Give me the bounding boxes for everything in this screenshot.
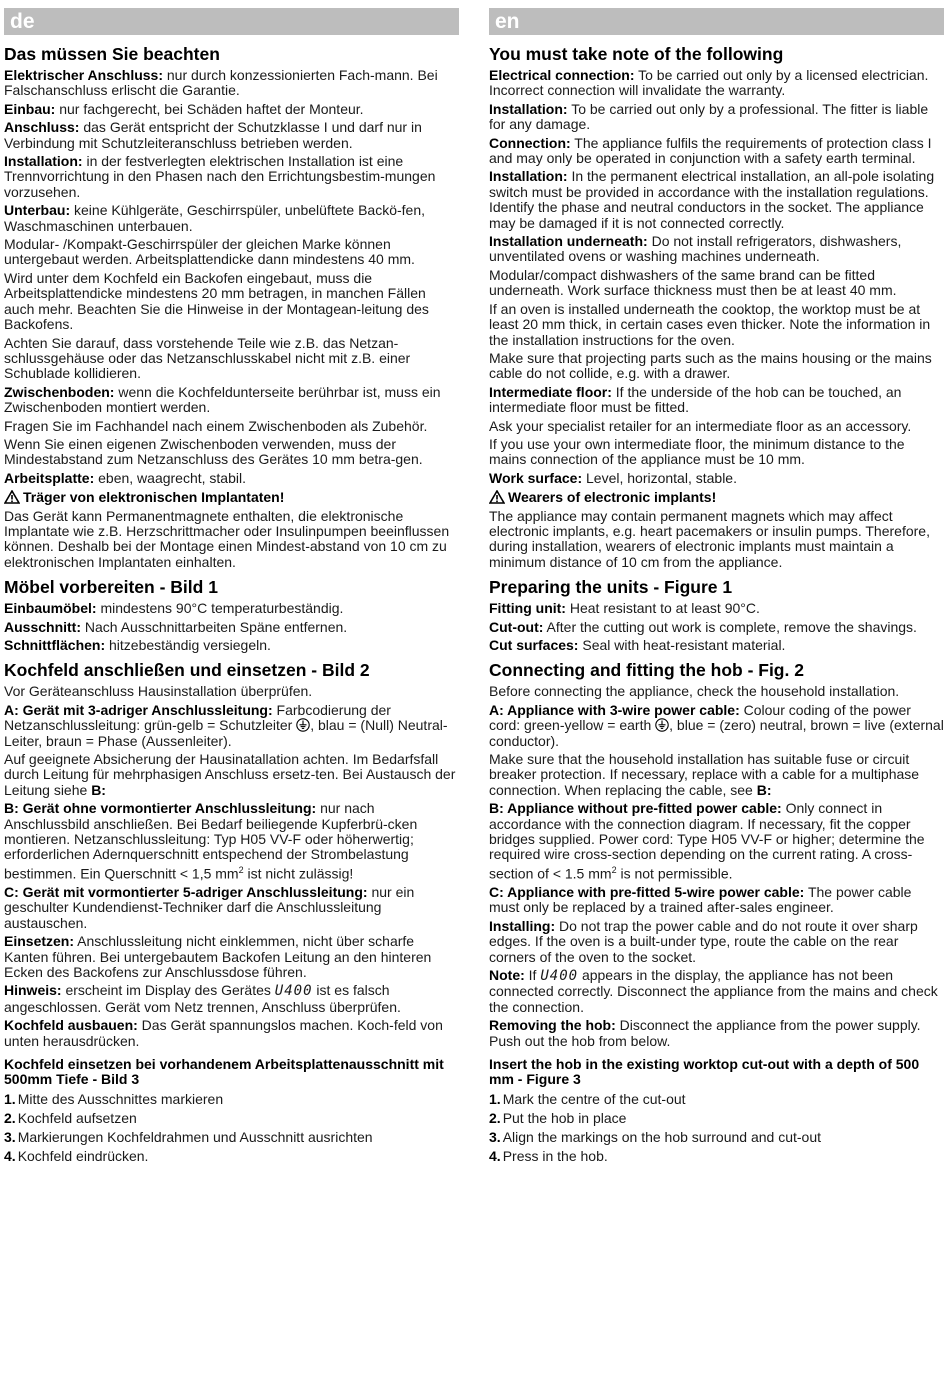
paragraph-backofen: Wird unter dem Kochfeld ein Backofen eingebaut, muss die Arbeitsplattendicke mindestens 20 mm betragen, in manchen Fällen auch mehr. Beachten Sie die Hinweise in der Montagean-leitung des Backofens.	[4, 269, 429, 333]
paragraph-absicherung: Auf geeignete Absicherung der Hausinatallation achten. Im Bedarfsfall durch Leitung für mehrphasigen Anschluss ersetz-ten. Bei Austausch der Leitung siehe B:	[4, 751, 456, 798]
paragraph-installation: Installation: in der festverlegten elektrischen Installation ist eine Trennvorrichtung in den Phasen nach den Errichtungsbestim-mungen vorzusehen.	[4, 153, 436, 200]
paragraph-oven: If an oven is installed underneath the cooktop, the worktop must be at least 20 mm thick, in certain cases even thicker. Note the information in the installation instructions for the oven.	[489, 300, 931, 348]
paragraph-before: Before connecting the appliance, check the household installation.	[489, 683, 900, 700]
list-item: 1. Mitte des Ausschnittes markieren	[4, 1090, 224, 1107]
paragraph-cut-surfaces: Cut surfaces: Seal with heat-resistant material.	[489, 637, 786, 653]
paragraph-electrical-connection: Electrical connection: To be carried out only by a licensed electrician. Incorrect connection will invalidate the warranty.	[489, 67, 929, 99]
paragraph-connection: Connection: The appliance fulfils the requirements of protection class I and may only be operated in conjunction with a safety earth terminal.	[489, 134, 932, 167]
paragraph-einbau: Einbau: nur fachgerecht, bei Schäden haftet der Monteur.	[4, 100, 364, 117]
steps-list-de	[4, 1090, 459, 1166]
paragraph-b-en: B: Appliance without pre-fitted power cable: Only connect in accordance with the connection diagram. If necessary, fit the copper bridges supplied. Power cord: Type H05 VV-F or higher; determine the required wire cross-section depending on the current rating. A cross-section of < 1.5 $mm^2$ is not permissible.	[489, 800, 925, 882]
paragraph-eigenen: Wenn Sie einen eigenen Zwischenboden verwenden, muss der Mindestabstand zum Netzanschluss des Gerätes 10 mm betra-gen.	[4, 435, 423, 468]
paragraph-modular: Modular- /Kompakt-Geschirrspüler der gleichen Marke können untergebaut werden. Arbeitsplattendicke dann mindestens 40 mm.	[4, 236, 415, 268]
paragraph-intermediate-floor: Intermediate floor: If the underside of the hob can be touched, an intermediate floor must be fitted.	[489, 383, 902, 416]
paragraph-installation-2: Installation: In the permanent electrical installation, an all-pole isolating switch must be provided in accordance with the installation regulations. Identify the phase and neutral conductors in the socket. The appliance may be damaged if it is not connected correctly.	[489, 168, 935, 231]
paragraph-installation-1: Installation: To be carried out only by a professional. The fitter is liable for any damage.	[489, 100, 929, 133]
paragraph-ausschnitt: Ausschnitt: Nach Ausschnittarbeiten Späne entfernen.	[4, 618, 348, 635]
paragraph-work-surface: Work surface: Level, horizontal, stable.	[489, 469, 737, 486]
heading-connecting: Connecting and fitting the hob - Fig. 2	[489, 660, 804, 681]
warning-title-en: Wearers of electronic implants!	[489, 490, 944, 505]
language-header-de: de	[4, 8, 459, 35]
paragraph-achten: Achten Sie darauf, dass vorstehende Teile wie z.B. das Netzan-schlussgehäuse oder das Netzanschlusskabel nicht mit z.B. einer Schublade kollidieren.	[4, 334, 411, 382]
paragraph-c-de: C: Gerät mit vormontierter 5-adriger Anschlussleitung: nur ein geschulter Kundendienst-Techniker darf die Anschlussleitung austauschen.	[4, 883, 415, 931]
paragraph-c-en: C: Appliance with pre-fitted 5-wire power cable: The power cable must only be replaced by a trained after-sales engineer.	[489, 883, 912, 916]
paragraph-ausbauen: Kochfeld ausbauen: Das Gerät spannungslos machen. Koch-feld von unten herausdrücken.	[4, 1017, 443, 1049]
earth-ground-icon	[655, 718, 669, 732]
column-english	[489, 8, 944, 1166]
paragraph-elektrischer-anschluss: Elektrischer Anschluss: nur durch konzessionierten Fach-mann. Bei Falschanschluss erlischt die Garantie.	[4, 67, 438, 99]
paragraph-arbeitsplatte: Arbeitsplatte: eben, waagrecht, stabil.	[4, 469, 246, 486]
list-item: 2. Put the hob in place	[489, 1109, 627, 1126]
heading-beachten: Das müssen Sie beachten	[4, 44, 220, 64]
heading-einsetzen-bild3: Kochfeld einsetzen bei vorhandenem Arbeitsplattenausschnitt mit 500mm Tiefe - Bild 3	[4, 1056, 444, 1088]
paragraph-vor: Vor Geräteanschluss Hausinstallation überprüfen.	[4, 683, 313, 700]
heading-kochfeld: Kochfeld anschließen und einsetzen - Bild 2	[4, 660, 370, 681]
steps-list-en	[489, 1090, 944, 1166]
paragraph-modular-en: Modular/compact dishwashers of the same brand can be fitted underneath. Work surface thickness must then be at least 40 mm.	[489, 266, 897, 299]
paragraph-b-de: B: Gerät ohne vormontierter Anschlussleitung: nur nach Anschlussbild anschließen. Bei Bedarf beiliegende Kupferbrü-cken montieren. Netzanschlussleitung: Typ H05 VV-F oder höherwertig; erforderlichen Adernquerschnitt entspechend der Strombelastung bestimmen. Ein Querschnitt < 1,5 $mm^2$ ist nicht zulässig!	[4, 800, 418, 882]
paragraph-warning-de: Das Gerät kann Permanentmagnete enthalten, die elektronische Implantate wie z.B. Herzschrittmacher oder Insulinpumpen beeinflussen können. Deshalb bei der Montage einen Mindest-abstand von 10 cm zu elektronischen Implantaten einhalten.	[4, 507, 450, 570]
paragraph-installing: Installing: Do not trap the power cable and do not route it over sharp edges. If the oven is a built-under type, route the cable on the rear corners of the oven to the socket.	[489, 917, 918, 965]
paragraph-schnittflaechen: Schnittflächen: hitzebeständig versiegeln.	[4, 637, 271, 653]
paragraph-fitting-unit: Fitting unit: Heat resistant to at least 90°C.	[489, 600, 760, 617]
paragraph-einsetzen: Einsetzen: Anschlussleitung nicht einklemmen, nicht über scharfe Kanten führen. Bei untergebautem Backofen Leitung an den hinteren Ecken des Backofens zur Anschlussdose führen.	[4, 933, 432, 980]
list-item: 3. Align the markings on the hob surround and cut-out	[489, 1128, 821, 1145]
heading-preparing: Preparing the units - Figure 1	[489, 577, 733, 598]
paragraph-removing: Removing the hob: Disconnect the appliance from the power supply. Push out the hob from below.	[489, 1017, 921, 1049]
list-item: 4. Press in the hob.	[489, 1147, 608, 1164]
paragraph-note: Note: If U400 appears in the display, the appliance has not been connected correctly. Disconnect the appliance from the mains and check the connection.	[489, 966, 938, 1015]
list-item: 3. Markierungen Kochfeldrahmen und Ausschnitt ausrichten	[4, 1128, 373, 1145]
list-item: 2. Kochfeld aufsetzen	[4, 1109, 137, 1126]
display-code: U400	[274, 983, 313, 1000]
paragraph-fragen: Fragen Sie im Fachhandel nach einem Zwischenboden als Zubehör.	[4, 417, 428, 434]
list-item: 1. Mark the centre of the cut-out	[489, 1090, 686, 1107]
paragraph-installation-underneath: Installation underneath: Do not install refrigerators, dishwashers, unventilated ovens or washing machines underneath.	[489, 233, 902, 265]
earth-ground-icon	[296, 718, 310, 732]
warning-title-de: Träger von elektronischen Implantaten!	[4, 490, 459, 505]
list-item: 4. Kochfeld eindrücken.	[4, 1147, 149, 1164]
paragraph-ask: Ask your specialist retailer for an intermediate floor as an accessory.	[489, 417, 912, 434]
paragraph-warning-en: The appliance may contain permanent magnets which may affect electronic implants, e.g. heart pacemakers or insulin pumps. Therefore, during installation, wearers of electronic implants must maintain a minimum distance of 10 cm from the appliance.	[489, 507, 930, 570]
heading-note: You must take note of the following	[489, 44, 784, 64]
warning-icon	[489, 490, 505, 504]
paragraph-a-de: A: Gerät mit 3-adriger Anschlussleitung: Farbcodierung der Netzanschlussleitung: grün-gelb = Schutzleiter , blau = (Null) Neutral-Leiter, braun = Phase (Aussenleiter).	[4, 701, 448, 749]
paragraph-fuse: Make sure that the household installation has suitable fuse or circuit breaker protection. If necessary, replace with a cable for a multiphase connection. When replacing the cable, see B:	[489, 751, 920, 798]
paragraph-hinweis: Hinweis: erscheint im Display des Gerätes U400 ist es falsch angeschlossen. Gerät vom Netz trennen, Anschluss überprüfen.	[4, 982, 401, 1015]
paragraph-cut-out: Cut-out: After the cutting out work is complete, remove the shavings.	[489, 618, 917, 635]
language-header-en: en	[489, 8, 944, 35]
column-german	[4, 8, 459, 1166]
warning-icon	[4, 490, 20, 504]
paragraph-make-sure: Make sure that projecting parts such as the mains housing or the mains cable do not collide, e.g. with a drawer.	[489, 349, 932, 382]
heading-insert-figure3: Insert the hob in the existing worktop cut-out with a depth of 500 mm - Figure 3	[489, 1056, 920, 1088]
paragraph-anschluss: Anschluss: das Gerät entspricht der Schutzklasse I und darf nur in Verbindung mit Schutzleiteranschluss betrieben werden.	[4, 119, 422, 151]
paragraph-a-en: A: Appliance with 3-wire power cable: Colour coding of the power cord: green-yellow = earth , blue = (zero) neutral, brown = live (external conductor).	[489, 701, 944, 749]
paragraph-unterbau: Unterbau: keine Kühlgeräte, Geschirrspüler, unbelüftete Backö-fen, Waschmaschinen unterbauen.	[4, 202, 425, 234]
paragraph-own-floor: If you use your own intermediate floor, the minimum distance to the mains connection of the appliance must be 10 mm.	[489, 435, 905, 468]
paragraph-einbaumoebel: Einbaumöbel: mindestens 90°C temperaturbeständig.	[4, 600, 344, 617]
paragraph-zwischenboden: Zwischenboden: wenn die Kochfeldunterseite berührbar ist, muss ein Zwischenboden montiert werden.	[4, 383, 441, 416]
display-code: U400	[540, 967, 579, 984]
heading-moebel: Möbel vorbereiten - Bild 1	[4, 577, 218, 598]
